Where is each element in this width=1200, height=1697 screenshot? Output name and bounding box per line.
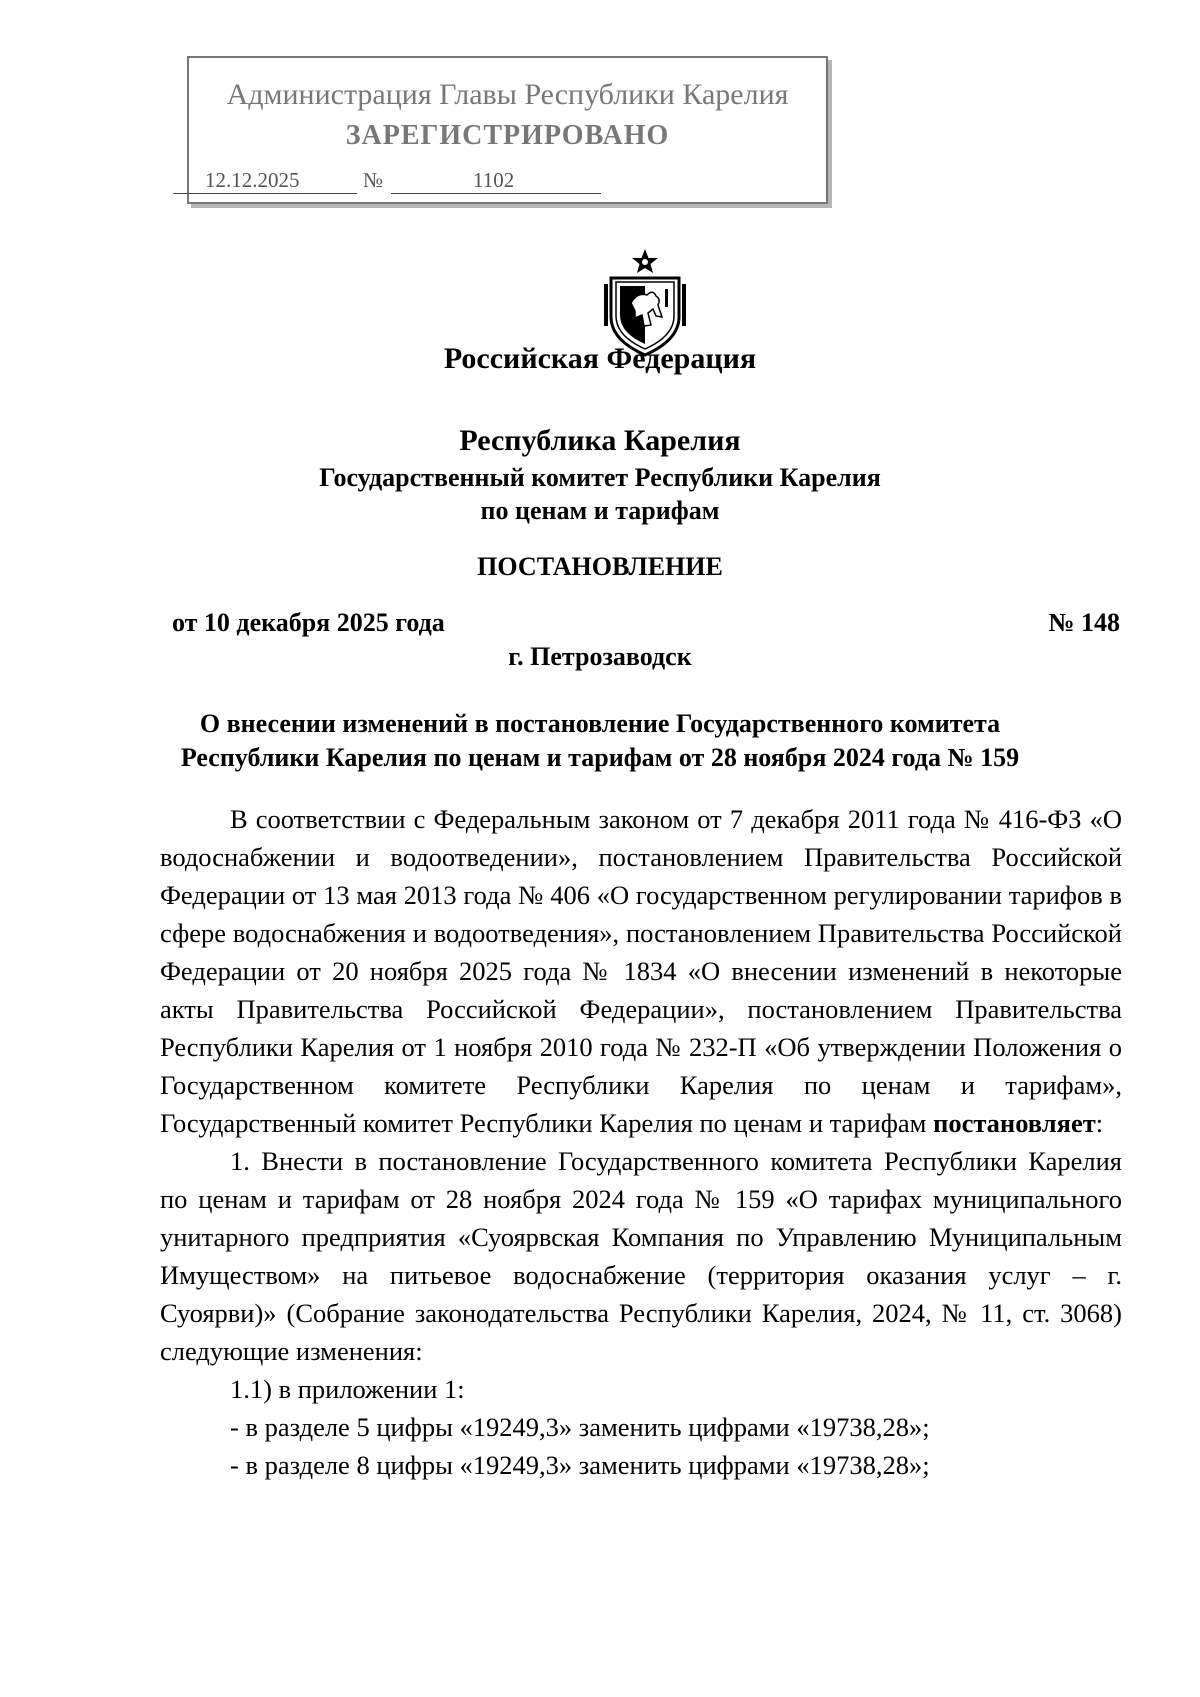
document-title-line2: Республики Карелия по ценам и тарифам от 28 ноября 2024 года № 159 (180, 743, 1020, 772)
document-city: г. Петрозаводск (508, 642, 692, 671)
document-number: № 148 (1048, 608, 1120, 637)
stamp-number-label: № (363, 168, 384, 192)
committee-name-line1: Государственный комитет Республики Карелия (319, 463, 881, 492)
resolves-punct: : (1095, 1108, 1104, 1138)
stamp-registration-line (173, 168, 601, 194)
item-1-paragraph: 1. Внести в постановление Государственного комитета Республики Карелия по ценам и тарифам от 28 ноября 2024 года № 159 «О тарифах муниципального унитарного предприятия «Суоярвская Компания по Управлению Муниципальным Имуществом» на питьевое водоснабжение (территория оказания услуг – г. Суоярви)» (Собрание законодательства Республики Карелия, 2024, № 11, ст. 3068) следующие изменения: (160, 1146, 1122, 1366)
stamp-date: 12.12.2025 (173, 168, 357, 194)
resolves-word: постановляет (933, 1108, 1096, 1138)
document-body (160, 800, 1122, 1484)
republic-name: Республика Карелия (459, 424, 741, 457)
preamble-paragraph (160, 800, 1122, 1142)
country-name: Российская Федерация (443, 342, 757, 375)
bullet-section-5: - в разделе 5 цифры «19249,3» заменить цифрами «19738,28»; (230, 1412, 930, 1442)
registration-stamp (187, 56, 828, 204)
committee-name-line2: по ценам и тарифам (480, 496, 720, 525)
document-title-line1: О внесении изменений в постановление Государственного комитета (199, 709, 1001, 738)
document-type: ПОСТАНОВЛЕНИЕ (477, 552, 723, 581)
stamp-number: 1102 (391, 168, 601, 194)
bullet-section-8: - в разделе 8 цифры «19249,3» заменить цифрами «19738,28»; (230, 1450, 930, 1480)
preamble-text: В соответствии с Федеральным законом от 7 декабря 2011 года № 416-ФЗ «О водоснабжении и водоотведении», постановлением Правительства Российской Федерации от 13 мая 2013 года № 406 «О государственном регулировании тарифов в сфере водоснабжения и водоотведения», постановлением Правительства Российской Федерации от 20 ноября 2025 года № 1834 «О внесении изменений в некоторые акты Правительства Российской Федерации», постановлением Правительства Республики Карелия от 1 ноября 2010 года № 232-П «Об утверждении Положения о Государственном комитете Республики Карелия по ценам и тарифам», Государственный комитет Республики Карелия по ценам и тарифам (160, 804, 1122, 1138)
sub-item-1-1: 1.1) в приложении 1: (230, 1374, 465, 1404)
stamp-status: ЗАРЕГИСТРИРОВАНО (345, 120, 670, 151)
document-date: от 10 декабря 2025 года (172, 608, 445, 637)
stamp-organization: Администрация Главы Республики Карелия (226, 78, 789, 111)
